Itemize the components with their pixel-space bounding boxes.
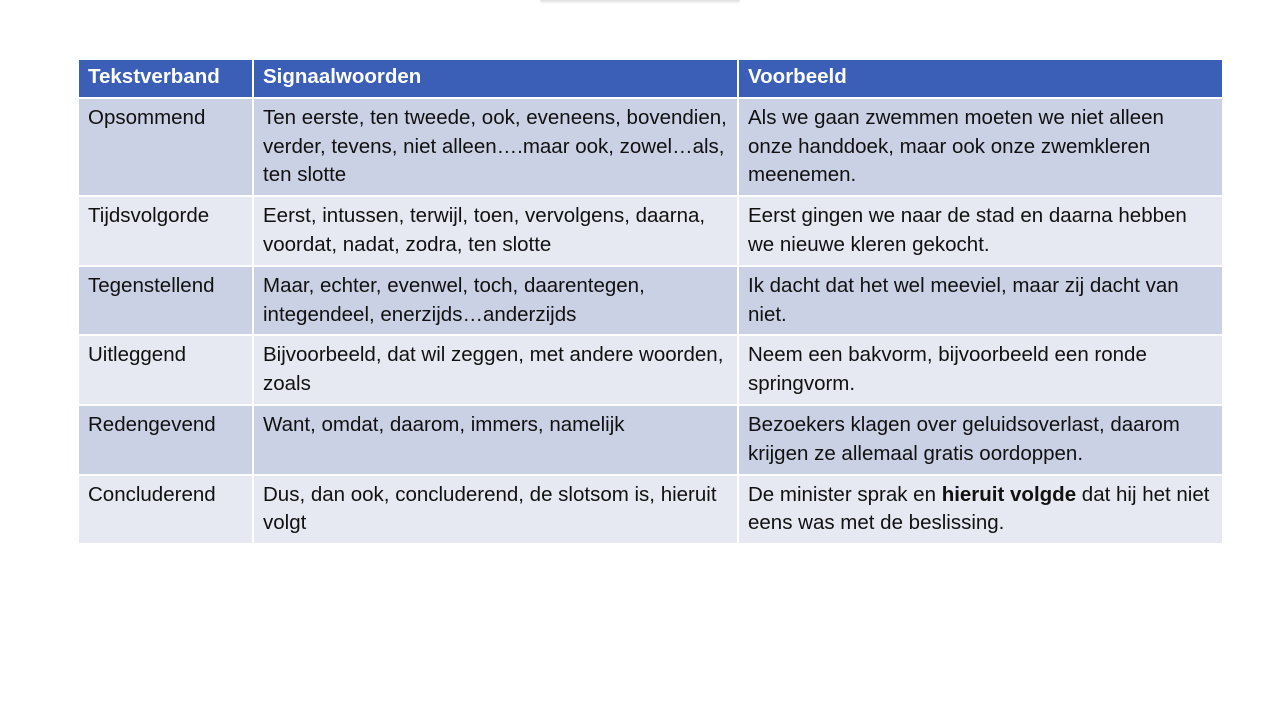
- cell-voorbeeld: Ik dacht dat het wel meeviel, maar zij dacht van niet.: [738, 266, 1223, 336]
- cell-tekstverband: Uitleggend: [78, 335, 253, 405]
- table-row: [78, 475, 1223, 545]
- cell-voorbeeld: Neem een bakvorm, bijvoorbeeld een ronde springvorm.: [738, 335, 1223, 405]
- table-row: [78, 405, 1223, 475]
- cell-tekstverband: Tegenstellend: [78, 266, 253, 336]
- table-row: [78, 98, 1223, 196]
- top-shadow-decoration: [540, 0, 740, 4]
- cell-voorbeeld: Als we gaan zwemmen moeten we niet alleen onze handdoek, maar ook onze zwemkleren meenemen.: [738, 98, 1223, 196]
- cell-signaalwoorden: Ten eerste, ten tweede, ook, eveneens, bovendien, verder, tevens, niet alleen….maar ook, zowel…als, ten slotte: [253, 98, 738, 196]
- voorbeeld-text-bold: hieruit volgde: [941, 482, 1077, 506]
- cell-signaalwoorden: Eerst, intussen, terwijl, toen, vervolgens, daarna, voordat, nadat, zodra, ten slotte: [253, 196, 738, 266]
- cell-tekstverband: Opsommend: [78, 98, 253, 196]
- cell-tekstverband: Tijdsvolgorde: [78, 196, 253, 266]
- cell-tekstverband: Redengevend: [78, 405, 253, 475]
- voorbeeld-text-after: dat hij het niet eens was met de beslissing.: [748, 482, 1210, 535]
- cell-signaalwoorden: Maar, echter, evenwel, toch, daarentegen, integendeel, enerzijds…anderzijds: [253, 266, 738, 336]
- cell-signaalwoorden: Dus, dan ook, concluderend, de slotsom is, hieruit volgt: [253, 475, 738, 545]
- header-signaalwoorden: Signaalwoorden: [253, 59, 738, 98]
- signal-words-table: [77, 58, 1224, 545]
- table-row: [78, 196, 1223, 266]
- cell-voorbeeld: Bezoekers klagen over geluidsoverlast, daarom krijgen ze allemaal gratis oordoppen.: [738, 405, 1223, 475]
- cell-signaalwoorden: Want, omdat, daarom, immers, namelijk: [253, 405, 738, 475]
- table-row: [78, 266, 1223, 336]
- header-voorbeeld: Voorbeeld: [738, 59, 1223, 98]
- cell-signaalwoorden: Bijvoorbeeld, dat wil zeggen, met andere woorden, zoals: [253, 335, 738, 405]
- cell-tekstverband: Concluderend: [78, 475, 253, 545]
- voorbeeld-text-before: De minister sprak en: [748, 482, 942, 506]
- header-tekstverband: Tekstverband: [78, 59, 253, 98]
- table-header-row: [78, 59, 1223, 98]
- cell-voorbeeld: [738, 475, 1223, 545]
- cell-voorbeeld: Eerst gingen we naar de stad en daarna hebben we nieuwe kleren gekocht.: [738, 196, 1223, 266]
- table-row: [78, 335, 1223, 405]
